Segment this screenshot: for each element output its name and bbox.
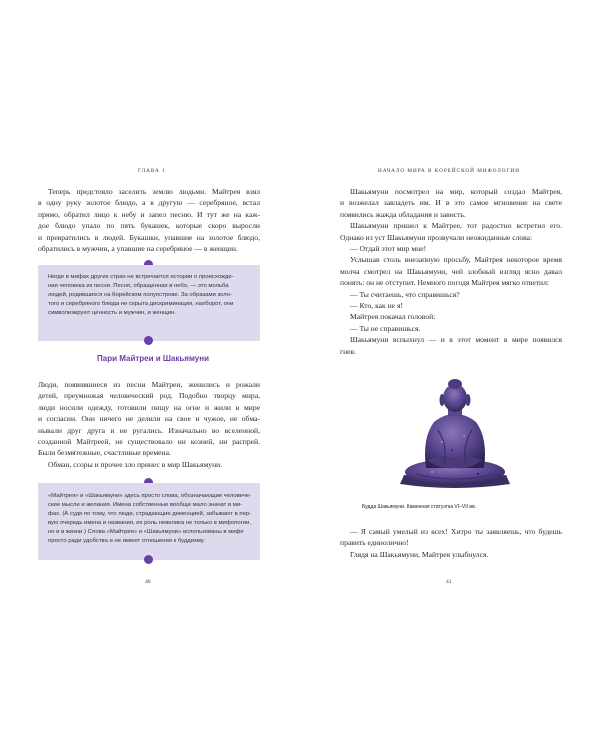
text-line: прямо, обратил лицо к небу и запел песню. И тут же на каж- [38, 209, 260, 219]
box-line: людей, родившихся на Корейском полуострове. За образами золо- [48, 292, 233, 298]
running-header-right: НАЧАЛО МИРА В КОРЕЙСКОЙ МИФОЛОГИИ [378, 168, 520, 174]
box-line: того и серебряного блюда не скрыта дискриминация, наоборот, они [48, 301, 234, 307]
text-line: Были безмятежные, счастливые времена. [38, 448, 171, 458]
running-header-left: ГЛАВА 1 [138, 168, 166, 174]
text-line: в одну руку золотое блюдо, а в другую — серебряное, встал [38, 198, 260, 208]
intro-paragraph [38, 186, 260, 254]
text-line: Глядя на Шакьямуни, Майтрея улыбнулся. [350, 549, 489, 559]
dialogue-section [340, 186, 562, 357]
box-line: вую очередь имена и названия, их роль невелика не только в мифологии, [48, 520, 251, 526]
box-line: символизируют ценность и мужчин, и женщин. [48, 310, 176, 316]
text-line: Услышав столь внезапную просьбу, Майтрея некоторое время [350, 255, 562, 265]
right-page [300, 0, 600, 750]
text-line: и возжелал завладеть им. И в это самое мгновение на свете [340, 198, 562, 208]
text-line: и превратились в людей. Букашки, упавшие на золотое блюдо, [38, 232, 260, 242]
box-line: Нигде в мифах других стран не встречается истории о происхожде- [48, 274, 234, 280]
page-number-left: 40 [145, 579, 151, 585]
text-line: нывали друг друга и не ругались. Изначально во вселенной, [38, 425, 260, 435]
text-line: — Кто, как не я! [350, 301, 403, 311]
info-box-songs [38, 265, 260, 341]
box-line: просто ради удобства и не имеют отношения к буддизму. [48, 538, 205, 544]
text-line: править единолично! [340, 538, 409, 548]
accent-dot [144, 555, 153, 564]
info-box-names [38, 483, 260, 560]
text-line: — Отдай этот мир мне! [350, 244, 427, 254]
text-line: детей, преумножая человеческий род. Подобно творцу мира, [38, 391, 260, 401]
box-line: ские мысли и желания. Имена собственные вообще мало значат в ми- [48, 502, 243, 508]
text-line: Шакьямуни посмотрел на мир, который создал Майтрея, [350, 187, 562, 196]
accent-dot [144, 336, 153, 345]
box-line: «Майтрея» и «Шакьямуни» здесь просто слова, обозначающие человече- [48, 493, 252, 499]
section-heading: Пари Майтреи и Шакьямуни [97, 354, 209, 363]
text-line: понять: он не отступит. Немного погодя Майтрея мягко ответил: [340, 278, 550, 288]
text-line: дое блюдо упало по пять букашек, которые скоро выросли [38, 221, 260, 231]
text-line: Люди, появившиеся из песни Майтреи, женились и рожали [38, 380, 260, 389]
box-line: фах. (А судя по тому, что люди, страдающие деменцией, забывают в пер- [48, 511, 252, 517]
text-line: молча смотрел на Шакьямуни, чей злобный взгляд ясно давал [340, 266, 562, 276]
text-line: обратились в мужчин, а упавшие на серебряное — в женщин. [38, 244, 238, 254]
image-caption: Будда Шакьямуни. Каменная статуэтка VI–VII вв. [362, 504, 477, 510]
text-line: и согласии. Они ничего не делили на свое и чужое, не обма- [38, 414, 260, 424]
text-line: Майтрея покачал головой: [350, 312, 436, 322]
text-line: Однако из уст Шакьямуни прозвучали неожиданные слова: [340, 232, 533, 242]
text-line: — Ты считаешь, что справишься? [350, 289, 460, 299]
text-line: — Ты не справишься. [350, 323, 421, 333]
body-paragraph [38, 379, 260, 470]
text-line: созданной Майтреей, не существовало ни козней, ни распрей. [38, 437, 260, 447]
text-line: Шакьямуни вспыхнул — и в этот момент в мире появился [350, 335, 562, 345]
closing-paragraph [340, 526, 562, 560]
text-line: Шакьямуни пришел к Майтрее, тот радостно встретил его. [350, 221, 562, 231]
buddha-statue-image [382, 376, 528, 494]
text-line: гнев. [340, 346, 357, 356]
page-number-right: 41 [446, 579, 452, 585]
box-line: но и в жизни.) Слова «Майтрея» и «Шакьямуни» использованы в мифе [48, 529, 244, 535]
box-line: нии человека из песни. Песня, обращенная в небо, — это мольба [48, 283, 229, 289]
text-line: появились жажда обладания и зависть. [340, 209, 466, 219]
text-line: Теперь предстояло заселить землю людьми. Майтрея взял [48, 187, 260, 196]
text-line: Обман, ссоры и прочее зло принес в мир Шакьямуни. [48, 459, 223, 469]
text-line: люди носили одежду, готовили пищу на огне и жили в мире [38, 402, 260, 412]
text-line: — Я самый умелый из всех! Хитро ты заявляешь, что будешь [350, 527, 562, 536]
